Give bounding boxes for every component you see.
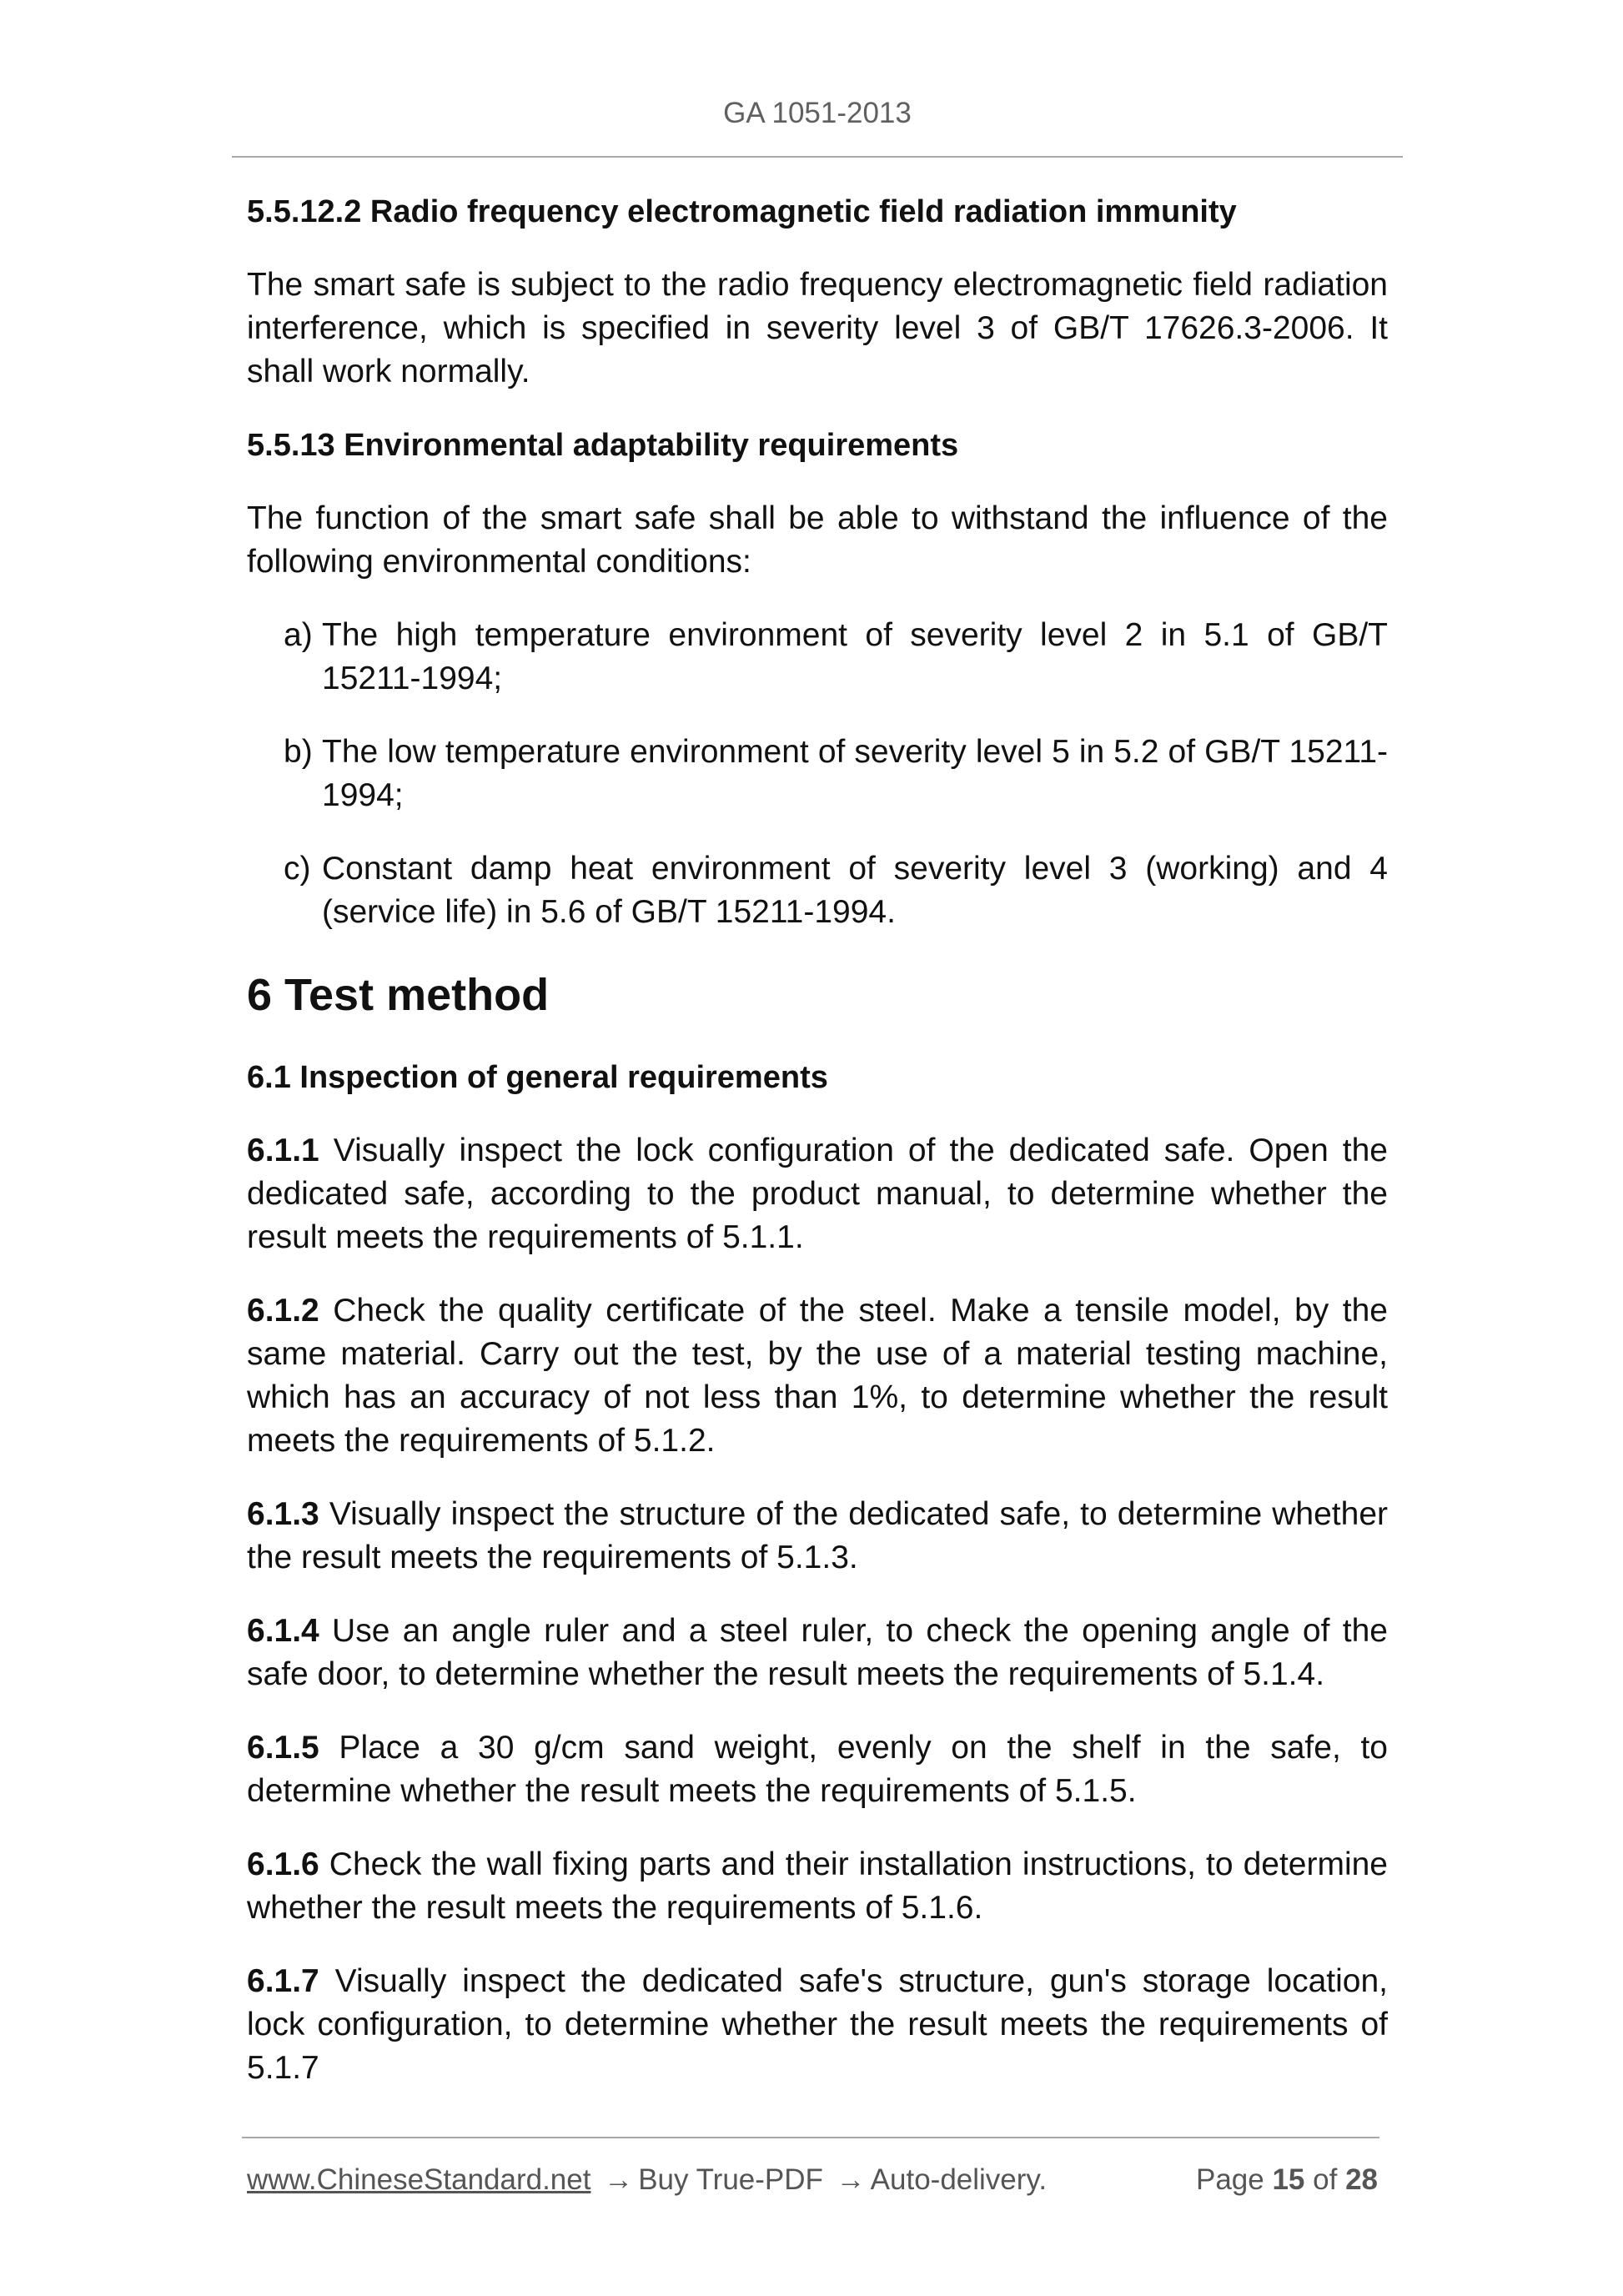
list-marker: c) xyxy=(284,851,311,887)
section-heading-5-5-13: 5.5.13 Environmental adaptability requirements xyxy=(247,428,959,463)
list-item xyxy=(284,847,1388,934)
page-indicator xyxy=(1196,2163,1378,2197)
buy-text: Buy True-PDF xyxy=(638,2163,823,2196)
delivery-text: Auto-delivery. xyxy=(870,2163,1048,2196)
clause-number: 6.1.3 xyxy=(247,1496,319,1532)
page-of: of xyxy=(1313,2163,1338,2196)
clause-6-1-4 xyxy=(247,1610,1388,1696)
page-label: Page xyxy=(1195,2163,1264,2196)
clause-6-1-1 xyxy=(247,1129,1388,1259)
clause-text: Visually inspect the structure of the dedicated safe, to determine whether the result meets the requirements of 5.1.3. xyxy=(247,1496,1388,1575)
clause-number: 6.1.1 xyxy=(247,1133,319,1168)
page-current: 15 xyxy=(1272,2163,1305,2196)
clause-number: 6.1.4 xyxy=(247,1613,319,1649)
list-item-text: The high temperature environment of severity level 2 in 5.1 of GB/T 15211-1994; xyxy=(322,617,1388,696)
clause-number: 6.1.5 xyxy=(247,1730,319,1766)
clause-text: Visually inspect the lock configuration of the dedicated safe. Open the dedicated safe, according to the product manual, to determine whether the result meets the requirements of 5.1.1. xyxy=(247,1133,1388,1255)
document-body xyxy=(247,190,1388,2090)
header-divider xyxy=(232,156,1403,158)
arrow-right-icon: → xyxy=(604,2163,634,2196)
clause-text: Check the quality certificate of the steel. Make a tensile model, by the same material. Carry out the test, by the use of a material testing machine, which has an accuracy of not less than 1%, to determine whether the result meets the requirements of 5.1.2. xyxy=(247,1293,1388,1459)
clause-6-1-6 xyxy=(247,1843,1388,1930)
clause-6-1-5 xyxy=(247,1726,1388,1813)
clause-6-1-3 xyxy=(247,1493,1388,1580)
list-marker: b) xyxy=(284,734,313,770)
clause-text: Visually inspect the dedicated safe's structure, gun's storage location, lock configuration, to determine whether the result meets the requirements of 5.1.7 xyxy=(247,1963,1388,2086)
clause-number: 6.1.7 xyxy=(247,1963,319,1999)
website-link[interactable]: www.ChineseStandard.net xyxy=(247,2163,591,2196)
arrow-right-icon: → xyxy=(836,2163,866,2196)
list-item xyxy=(284,731,1388,817)
list-marker: a) xyxy=(284,617,313,653)
clause-6-1-2 xyxy=(247,1289,1388,1463)
section-heading-5-5-12-2: 5.5.12.2 Radio frequency electromagnetic field radiation immunity xyxy=(247,194,1237,229)
clause-number: 6.1.6 xyxy=(247,1846,319,1882)
footer-divider xyxy=(242,2137,1379,2138)
page-total: 28 xyxy=(1345,2163,1378,2196)
clause-6-1-7 xyxy=(247,1960,1388,2090)
list-item-text: The low temperature environment of severity level 5 in 5.2 of GB/T 15211-1994; xyxy=(322,734,1388,813)
list-item-text: Constant damp heat environment of severity level 3 (working) and 4 (service life) in 5.6 of GB/T 15211-1994. xyxy=(322,851,1388,930)
clause-text: Place a 30 g/cm sand weight, evenly on the shelf in the safe, to determine whether the result meets the requirements of 5.1.5. xyxy=(247,1730,1388,1809)
section-heading-6-1: 6.1 Inspection of general requirements xyxy=(247,1060,828,1095)
clause-number: 6.1.2 xyxy=(247,1293,319,1329)
environment-conditions-list xyxy=(247,614,1388,934)
paragraph-5-5-13: The function of the smart safe shall be able to withstand the influence of the following environmental conditions: xyxy=(247,500,1388,580)
document-header: GA 1051-2013 xyxy=(723,97,912,129)
footer-promo xyxy=(247,2163,1047,2197)
clause-text: Use an angle ruler and a steel ruler, to check the opening angle of the safe door, to determine whether the result meets the requirements of 5.1.4. xyxy=(247,1613,1388,1692)
document-footer xyxy=(247,2160,1378,2200)
clause-text: Check the wall fixing parts and their installation instructions, to determine whether the result meets the requirements of 5.1.6. xyxy=(247,1846,1388,1926)
chapter-heading-6: 6 Test method xyxy=(247,970,550,1020)
paragraph-5-5-12-2: The smart safe is subject to the radio frequency electromagnetic field radiation interference, which is specified in severity level 3 of GB/T 17626.3-2006. It shall work normally. xyxy=(247,267,1388,389)
list-item xyxy=(284,614,1388,701)
